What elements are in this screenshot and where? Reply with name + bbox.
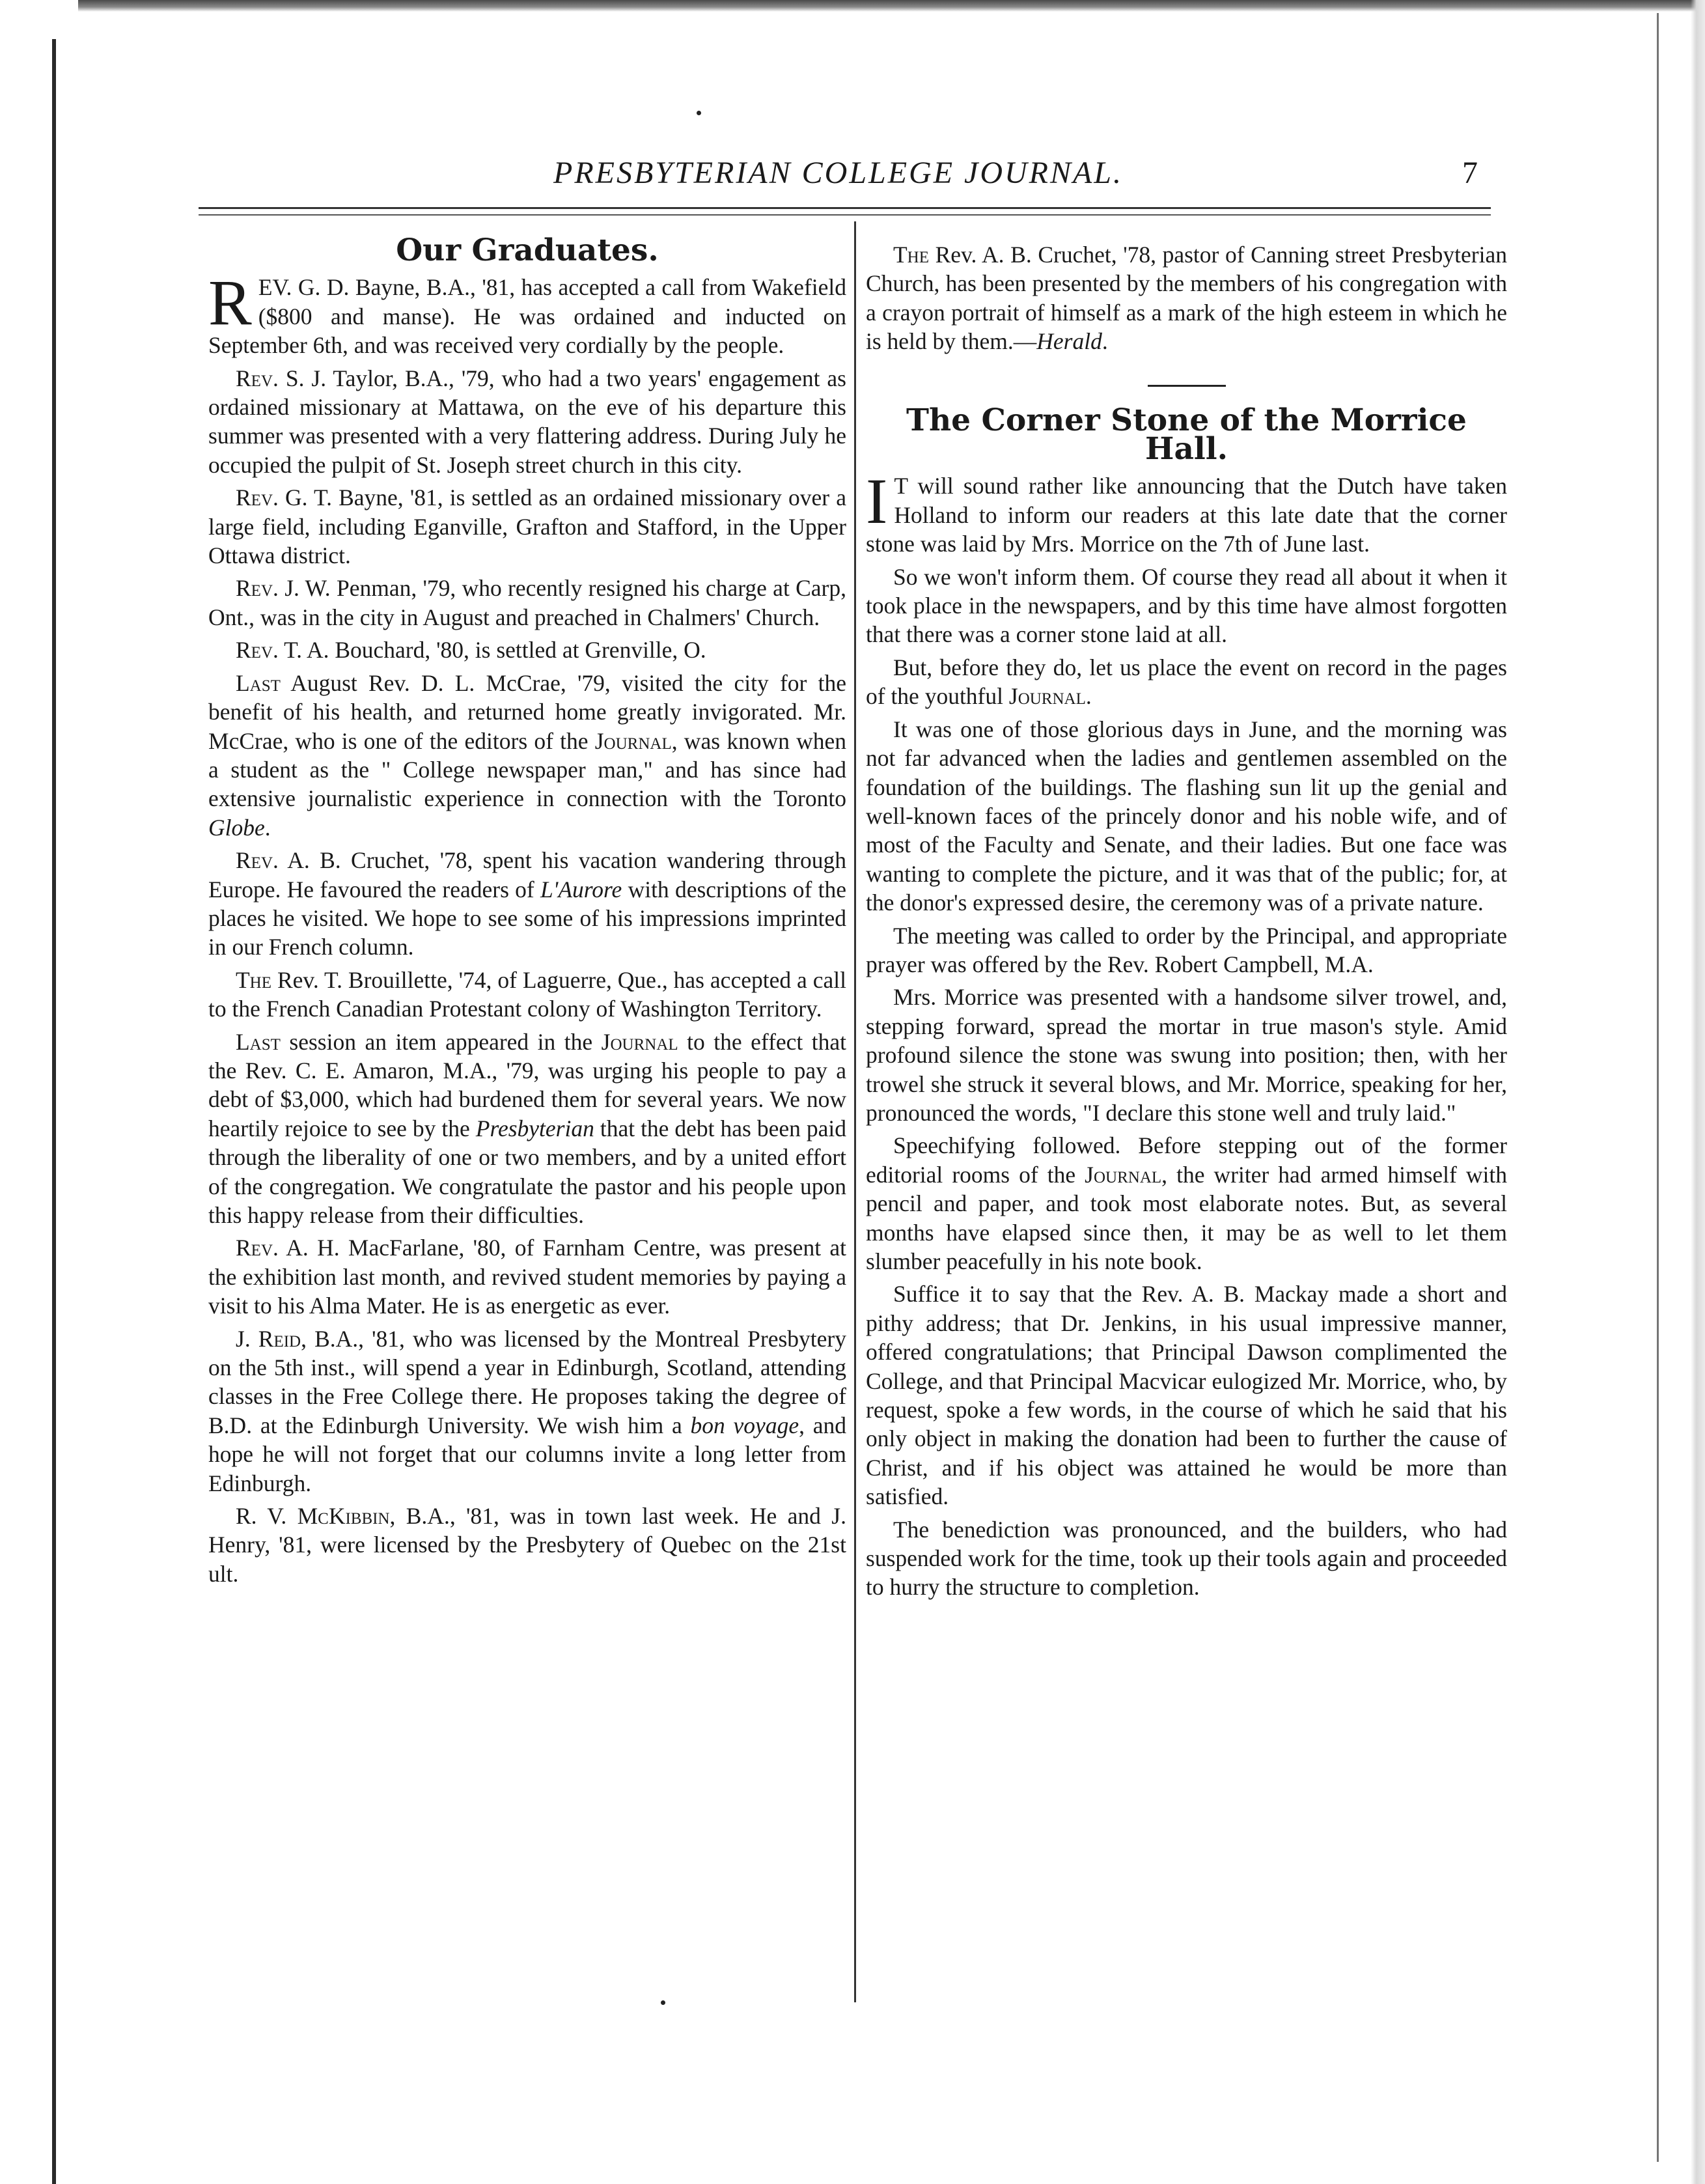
lead-word: The [236, 966, 272, 993]
graduates-paragraph [208, 669, 846, 842]
lead-word: Rev. [236, 1235, 279, 1261]
drop-cap: I [866, 465, 888, 538]
paragraph-text: . [1085, 683, 1092, 710]
lead-word: Last [236, 669, 281, 696]
scan-top-edge [78, 0, 1705, 12]
lead-word: Rev. [236, 365, 279, 391]
journal-name: Journal [594, 727, 672, 754]
corner-stone-paragraph: The benediction was pronounced, and the builders, who had suspended work for the time, took up their tools again and proceeded to hurry the structure to completion. [866, 1516, 1507, 1601]
paragraph-text: S. J. Taylor, B.A., '79, who had a two years' engagement as ordained missionary at Mattawa, on the eve of his departure this summer was presented with a very flattering address. During July he occupied the pulpit of St. Joseph street church in this city. [208, 365, 846, 478]
paragraph-text: , B.A., '81, who was licensed by the Montreal Presbytery on the 5th inst., will spend a year in Edinburgh, Scotland, attending classes in the Free College there. He proposes taking the degree of B.D. at the Edinburgh University. We wish him a [208, 1325, 846, 1438]
right-column [866, 225, 1507, 1606]
paragraph-text: J. W. Penman, '79, who recently resigned his charge at Carp, Ont., was in the city in August and preached in Chalmers' Church. [208, 575, 846, 630]
paragraph-text: A. H. MacFarlane, '80, of Farnham Centre, was present at the exhibition last month, and revived student memories by paying a visit to his Alma Mater. He is as energetic as ever. [208, 1235, 846, 1319]
graduates-paragraph [208, 574, 846, 632]
corner-stone-paragraph: Mrs. Morrice was presented with a handsome silver trowel, and, stepping forward, spread the mortar in true mason's style. Amid profound silence the stone was swung into position; then, with her trowel she struck it several blows, and Mr. Morrice, speaking for her, pronounced the words, "I declare this stone well and truly laid." [866, 984, 1507, 1126]
paragraph-text: to the effect that the Rev. C. E. Amaron, M.A., '79, was urging his people to pay a debt of $3,000, which had burdened them for several years. We now heartily rejoice to see by the [208, 1028, 847, 1141]
cruchet-paragraph [866, 240, 1507, 356]
header-rule-bottom [199, 214, 1491, 216]
graduates-paragraph [208, 364, 846, 480]
paragraph-text: Speechifying followed. Before stepping out of the former editorial rooms of the [866, 1132, 1507, 1188]
graduates-paragraph [208, 1324, 846, 1498]
page-header [195, 155, 1497, 201]
publication-name: Herald [1036, 328, 1102, 355]
lead-word: Rev. [236, 637, 279, 664]
graduates-paragraph [208, 1502, 846, 1588]
lead-word: Last [236, 1028, 281, 1055]
paragraph-text: But, before they do, let us place the event on record in the pages of the youthful [866, 654, 1507, 710]
corner-stone-paragraph: So we won't inform them. Of course they read all about it when it took place in the newspapers, and by this time have almost forgotten that there was a corner stone laid at all. [866, 563, 1507, 648]
graduates-paragraph [208, 483, 846, 570]
page-number: 7 [1462, 156, 1478, 190]
paragraph-text: Rev. A. B. Cruchet, '78, pastor of Canning street Presbyterian Church, has been presented by the members of his congregation with a crayon portrait of himself as a mark of the high esteem in which he is held by them.— [866, 242, 1507, 355]
graduates-paragraph [208, 1233, 846, 1320]
paragraph-text: . [1102, 328, 1108, 355]
lead-word: Rev. [236, 575, 279, 602]
paragraph-text: R. V. [236, 1503, 298, 1530]
scan-speck [697, 111, 701, 115]
scan-left-binding-line [52, 39, 56, 2184]
section-separator [1148, 385, 1226, 387]
drop-cap: R [208, 266, 252, 339]
scan-right-margin-line [1657, 13, 1659, 2162]
paragraph-text: . [264, 814, 271, 841]
graduates-paragraph [208, 636, 846, 664]
paragraph-text: EV. G. D. Bayne, B.A., '81, has accepted a call from Wakefield ($800 and manse). He was ordained and inducted on September 6th, and was received very cordially by the people. [208, 274, 846, 359]
paragraph-text: J. [236, 1325, 258, 1352]
paragraph-text: A. B. Cruchet, '78, spent his vacation wandering through Europe. He favoured the readers of [208, 847, 846, 903]
paragraph-text: that the debt has been paid through the liberality of one or two members, and by a united effort of the congregation. We congratulate the pastor and his people upon this happy release from their difficulties. [208, 1115, 846, 1228]
publication-name: Presbyterian [475, 1115, 594, 1141]
lead-word: Reid [258, 1325, 301, 1352]
scan-speck [661, 2000, 665, 2005]
lead-word: Rev. [236, 484, 279, 511]
corner-stone-paragraph [866, 653, 1507, 711]
corner-stone-paragraph: Suffice it to say that the Rev. A. B. Mackay made a short and pithy address; that Dr. Jenkins, in his usual impressive manner, offered congratulations; that Principal Dawson complimented the College, and that Principal Macvicar eulogized Mr. Morrice, who, by request, spoke a few words, in the course of which he said that his only object in making the donation had been to further the cause of Christ, and if his object was attained he would be more than satisfied. [866, 1281, 1507, 1510]
corner-stone-paragraph: The meeting was called to order by the Principal, and appropriate prayer was offered by the Rev. Robert Campbell, M.A. [866, 922, 1507, 977]
lead-word: The [893, 242, 930, 268]
header-rule-top [199, 207, 1491, 209]
graduates-heading: Our Graduates. [396, 232, 659, 268]
paragraph-text: G. T. Bayne, '81, is settled as an ordained missionary over a large field, including Eganville, Grafton and Stafford, in the Upper Ottawa district. [208, 484, 846, 569]
publication-name: L'Aurore [540, 876, 622, 903]
corner-stone-paragraph [866, 1131, 1507, 1276]
paragraph-text: session an item appeared in the [280, 1028, 602, 1055]
graduates-paragraph [208, 1028, 846, 1230]
paragraph-text: T will sound rather like announcing that the Dutch have taken Holland to inform our readers at this late date that the corner stone was laid by Mrs. Morrice on the 7th of June last. [866, 473, 1507, 557]
lead-word: McKibbin [297, 1503, 390, 1530]
journal-title: PRESBYTERIAN COLLEGE JOURNAL. [553, 156, 1123, 190]
paragraph-text: , the writer had armed himself with pencil and paper, and took most elaborate notes. But, as several months have elapsed since then, it may be as well to let them slumber peacefully in his note book. [866, 1161, 1507, 1274]
graduates-paragraph [208, 846, 846, 962]
scan-right-edge [1691, 0, 1705, 2184]
paragraph-text: Rev. T. Brouillette, '74, of Laguerre, Que., has accepted a call to the French Canadian Protestant colony of Washington Territory. [208, 966, 846, 1022]
paragraph-text: with descriptions of the places he visited. We hope to see some of his impressions imprinted in our French column. [208, 876, 847, 960]
graduates-paragraph [208, 266, 846, 359]
corner-stone-heading: The Corner Stone of the Morrice Hall. [906, 402, 1467, 468]
corner-stone-paragraph [866, 465, 1507, 558]
paragraph-text: , was known when a student as the " College newspaper man," and has since had extensive journalistic experience in connection with the Toronto [208, 727, 846, 812]
paragraph-text: T. A. Bouchard, '80, is settled at Grenville, O. [278, 637, 706, 664]
graduates-paragraph [208, 966, 846, 1024]
paragraph-text: , and hope he will not forget that our columns invite a long letter from Edinburgh. [208, 1412, 846, 1496]
foreign-phrase: bon voyage [690, 1412, 799, 1438]
publication-name: Globe [208, 814, 265, 841]
journal-name: Journal [1008, 683, 1086, 710]
paragraph-text: , B.A., '81, was in town last week. He and J. Henry, '81, were licensed by the Presbytery of Quebec on the 21st ult. [208, 1503, 846, 1587]
corner-stone-paragraph: It was one of those glorious days in June, and the morning was not far advanced when the ladies and gentlemen assembled on the foundation of the buildings. The flashing sun lit up the genial and well-known faces of the princely donor and his noble wife, and of most of the Faculty and Senate, and their ladies. But one face was wanting to complete the picture, and it was that of the public; for, at the donor's expressed desire, the ceremony was of a private nature. [866, 716, 1507, 916]
paragraph-text: August Rev. D. L. McCrae, '79, visited the city for the benefit of his health, and returned home greatly invigorated. Mr. McCrae, who is one of the editors of the [208, 669, 846, 754]
journal-name: Journal [601, 1028, 678, 1055]
journal-name: Journal [1085, 1161, 1162, 1188]
left-column [208, 225, 846, 1592]
column-divider [854, 221, 856, 2002]
lead-word: Rev. [236, 847, 279, 874]
